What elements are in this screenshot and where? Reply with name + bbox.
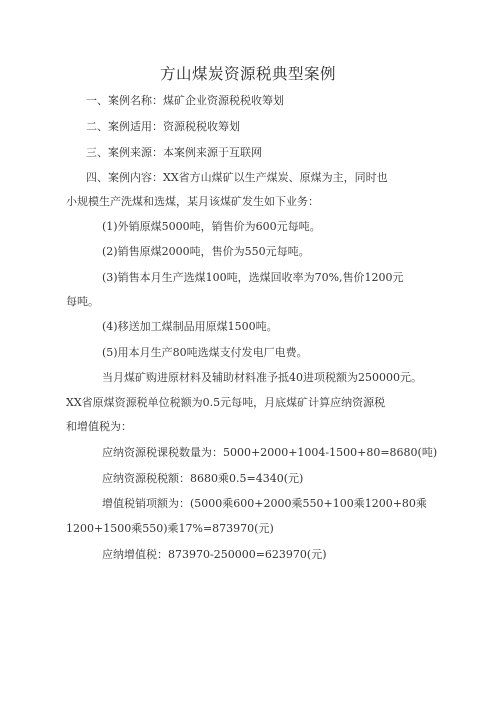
calculation-line: 应纳增值税：873970-250000=623970(元)	[102, 548, 327, 561]
paragraph-line: XX省原煤资源税单位税额为0.5元每吨，月底煤矿计算应纳资源税	[66, 396, 386, 409]
document-title: 方山煤炭资源税典型案例	[159, 65, 336, 83]
case-scope-line: 二、案例适用：资源税税收筹划	[86, 120, 240, 133]
paragraph-line: 和增值税为：	[66, 420, 132, 433]
case-name-line: 一、案例名称：煤矿企业资源税税收筹划	[86, 94, 284, 107]
case-content-continuation: 小规模生产洗煤和选煤，某月该煤矿发生如下业务：	[66, 195, 319, 208]
calculation-line: 增值税销项额为：(5000乘600+2000乘550+100乘1200+80乘	[102, 497, 427, 510]
list-item: (3)销售本月生产选煤100吨，选煤回收率为70%,售价1200元	[102, 271, 404, 284]
list-item-continuation: 每吨。	[66, 295, 99, 308]
case-content-line: 四、案例内容：XX省方山煤矿以生产煤炭、原煤为主，同时也	[86, 171, 388, 184]
calculation-continuation: 1200+1500乘550)乘17%=873970(元)	[66, 522, 274, 535]
list-item: (5)用本月生产80吨选煤支付发电厂电费。	[102, 346, 308, 359]
list-item: (2)销售原煤2000吨，售价为550元每吨。	[102, 245, 310, 258]
calculation-line: 应纳资源税税额：8680乘0.5=4340(元)	[102, 472, 304, 485]
list-item: (4)移送加工煤制品用原煤1500吨。	[102, 320, 278, 333]
case-source-line: 三、案例来源：本案例来源于互联网	[86, 146, 262, 159]
paragraph-line: 当月煤矿购进原材料及辅助材料准予抵40进项税额为250000元。	[102, 371, 422, 384]
calculation-line: 应纳资源税课税数量为：5000+2000+1004-1500+80=8680(吨)	[102, 446, 438, 459]
list-item: (1)外销原煤5000吨，销售价为600元每吨。	[102, 220, 321, 233]
